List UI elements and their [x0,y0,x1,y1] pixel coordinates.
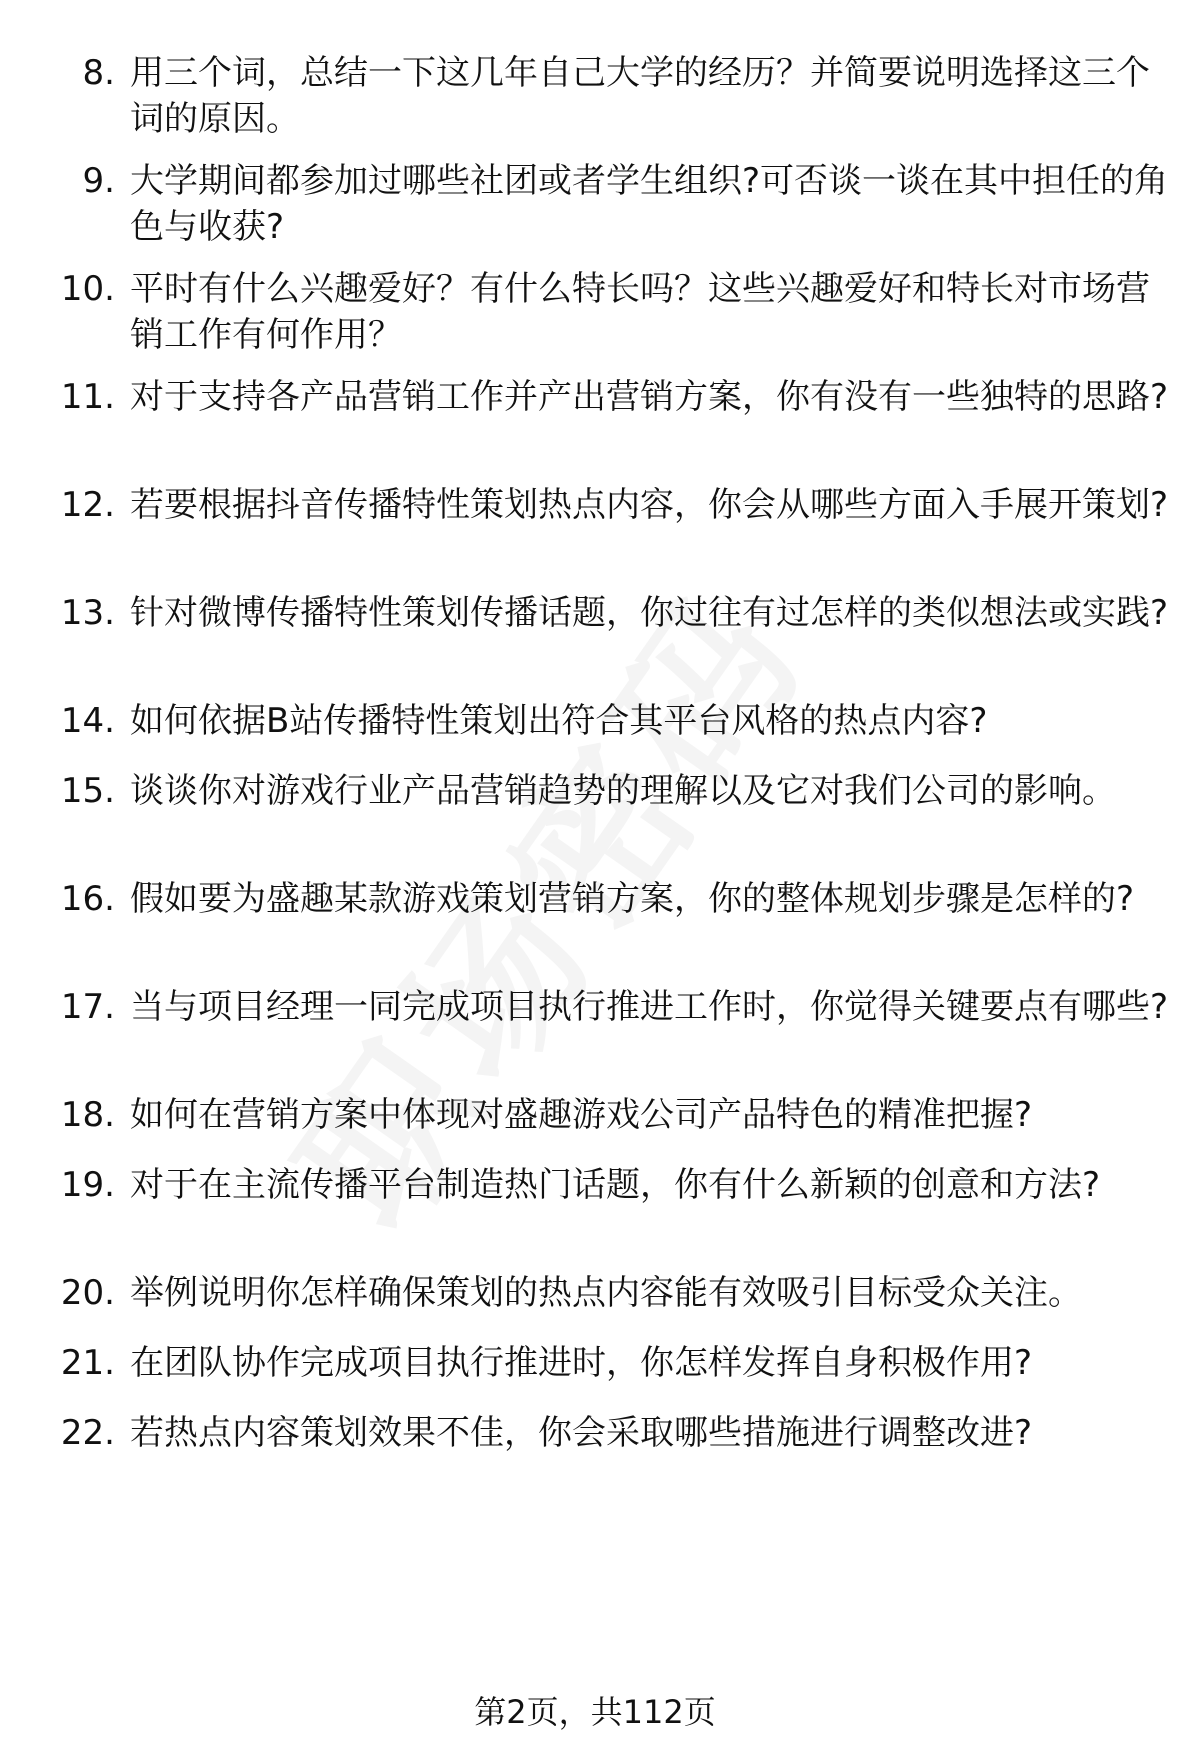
question-number: 21. [60,1343,115,1383]
page-number: 第2页，共112页 [474,1693,716,1731]
question-number: 13. [60,593,115,633]
question-text: 若要根据抖音传播特性策划热点内容，你会从哪些方面入手展开策划? [130,485,1169,525]
question-text: 举例说明你怎样确保策划的热点内容能有效吸引目标受众关注。 [130,1273,1082,1313]
question-number: 18. [60,1095,115,1135]
question-number: 19. [60,1165,115,1205]
question-number: 22. [60,1413,115,1453]
question-number: 12. [60,485,115,525]
question-text: 在团队协作完成项目执行推进时，你怎样发挥自身积极作用? [130,1343,1033,1383]
question-text: 若热点内容策划效果不佳，你会采取哪些措施进行调整改进? [130,1413,1033,1453]
question-text: 用三个词，总结一下这几年自己大学的经历？并简要说明选择这三个词的原因。 [130,53,1150,139]
question-text: 对于支持各产品营销工作并产出营销方案，你有没有一些独特的思路? [130,377,1169,417]
question-text: 平时有什么兴趣爱好？有什么特长吗？这些兴趣爱好和特长对市场营销工作有何作用？ [130,269,1150,355]
question-number: 20. [60,1273,115,1313]
question-text: 大学期间都参加过哪些社团或者学生组织?可否谈一谈在其中担任的角色与收获? [130,161,1169,247]
question-text: 如何依据B站传播特性策划出符合其平台风格的热点内容? [130,701,988,741]
question-text: 谈谈你对游戏行业产品营销趋势的理解以及它对我们公司的影响。 [130,771,1116,811]
question-text: 假如要为盛趣某款游戏策划营销方案，你的整体规划步骤是怎样的? [130,879,1135,919]
question-text: 当与项目经理一同完成项目执行推进工作时，你觉得关键要点有哪些? [130,987,1169,1027]
question-text: 对于在主流传播平台制造热门话题，你有什么新颖的创意和方法? [130,1165,1101,1205]
question-number: 16. [60,879,115,919]
question-text: 如何在营销方案中体现对盛趣游戏公司产品特色的精准把握? [130,1095,1033,1135]
question-number: 15. [60,771,115,811]
question-number: 11. [60,377,115,417]
question-number: 8. [82,53,115,93]
question-text: 针对微博传播特性策划传播话题，你过往有过怎样的类似想法或实践? [130,593,1169,633]
question-number: 9. [82,161,115,201]
question-number: 14. [60,701,115,741]
question-number: 10. [60,269,115,309]
question-number: 17. [60,987,115,1027]
